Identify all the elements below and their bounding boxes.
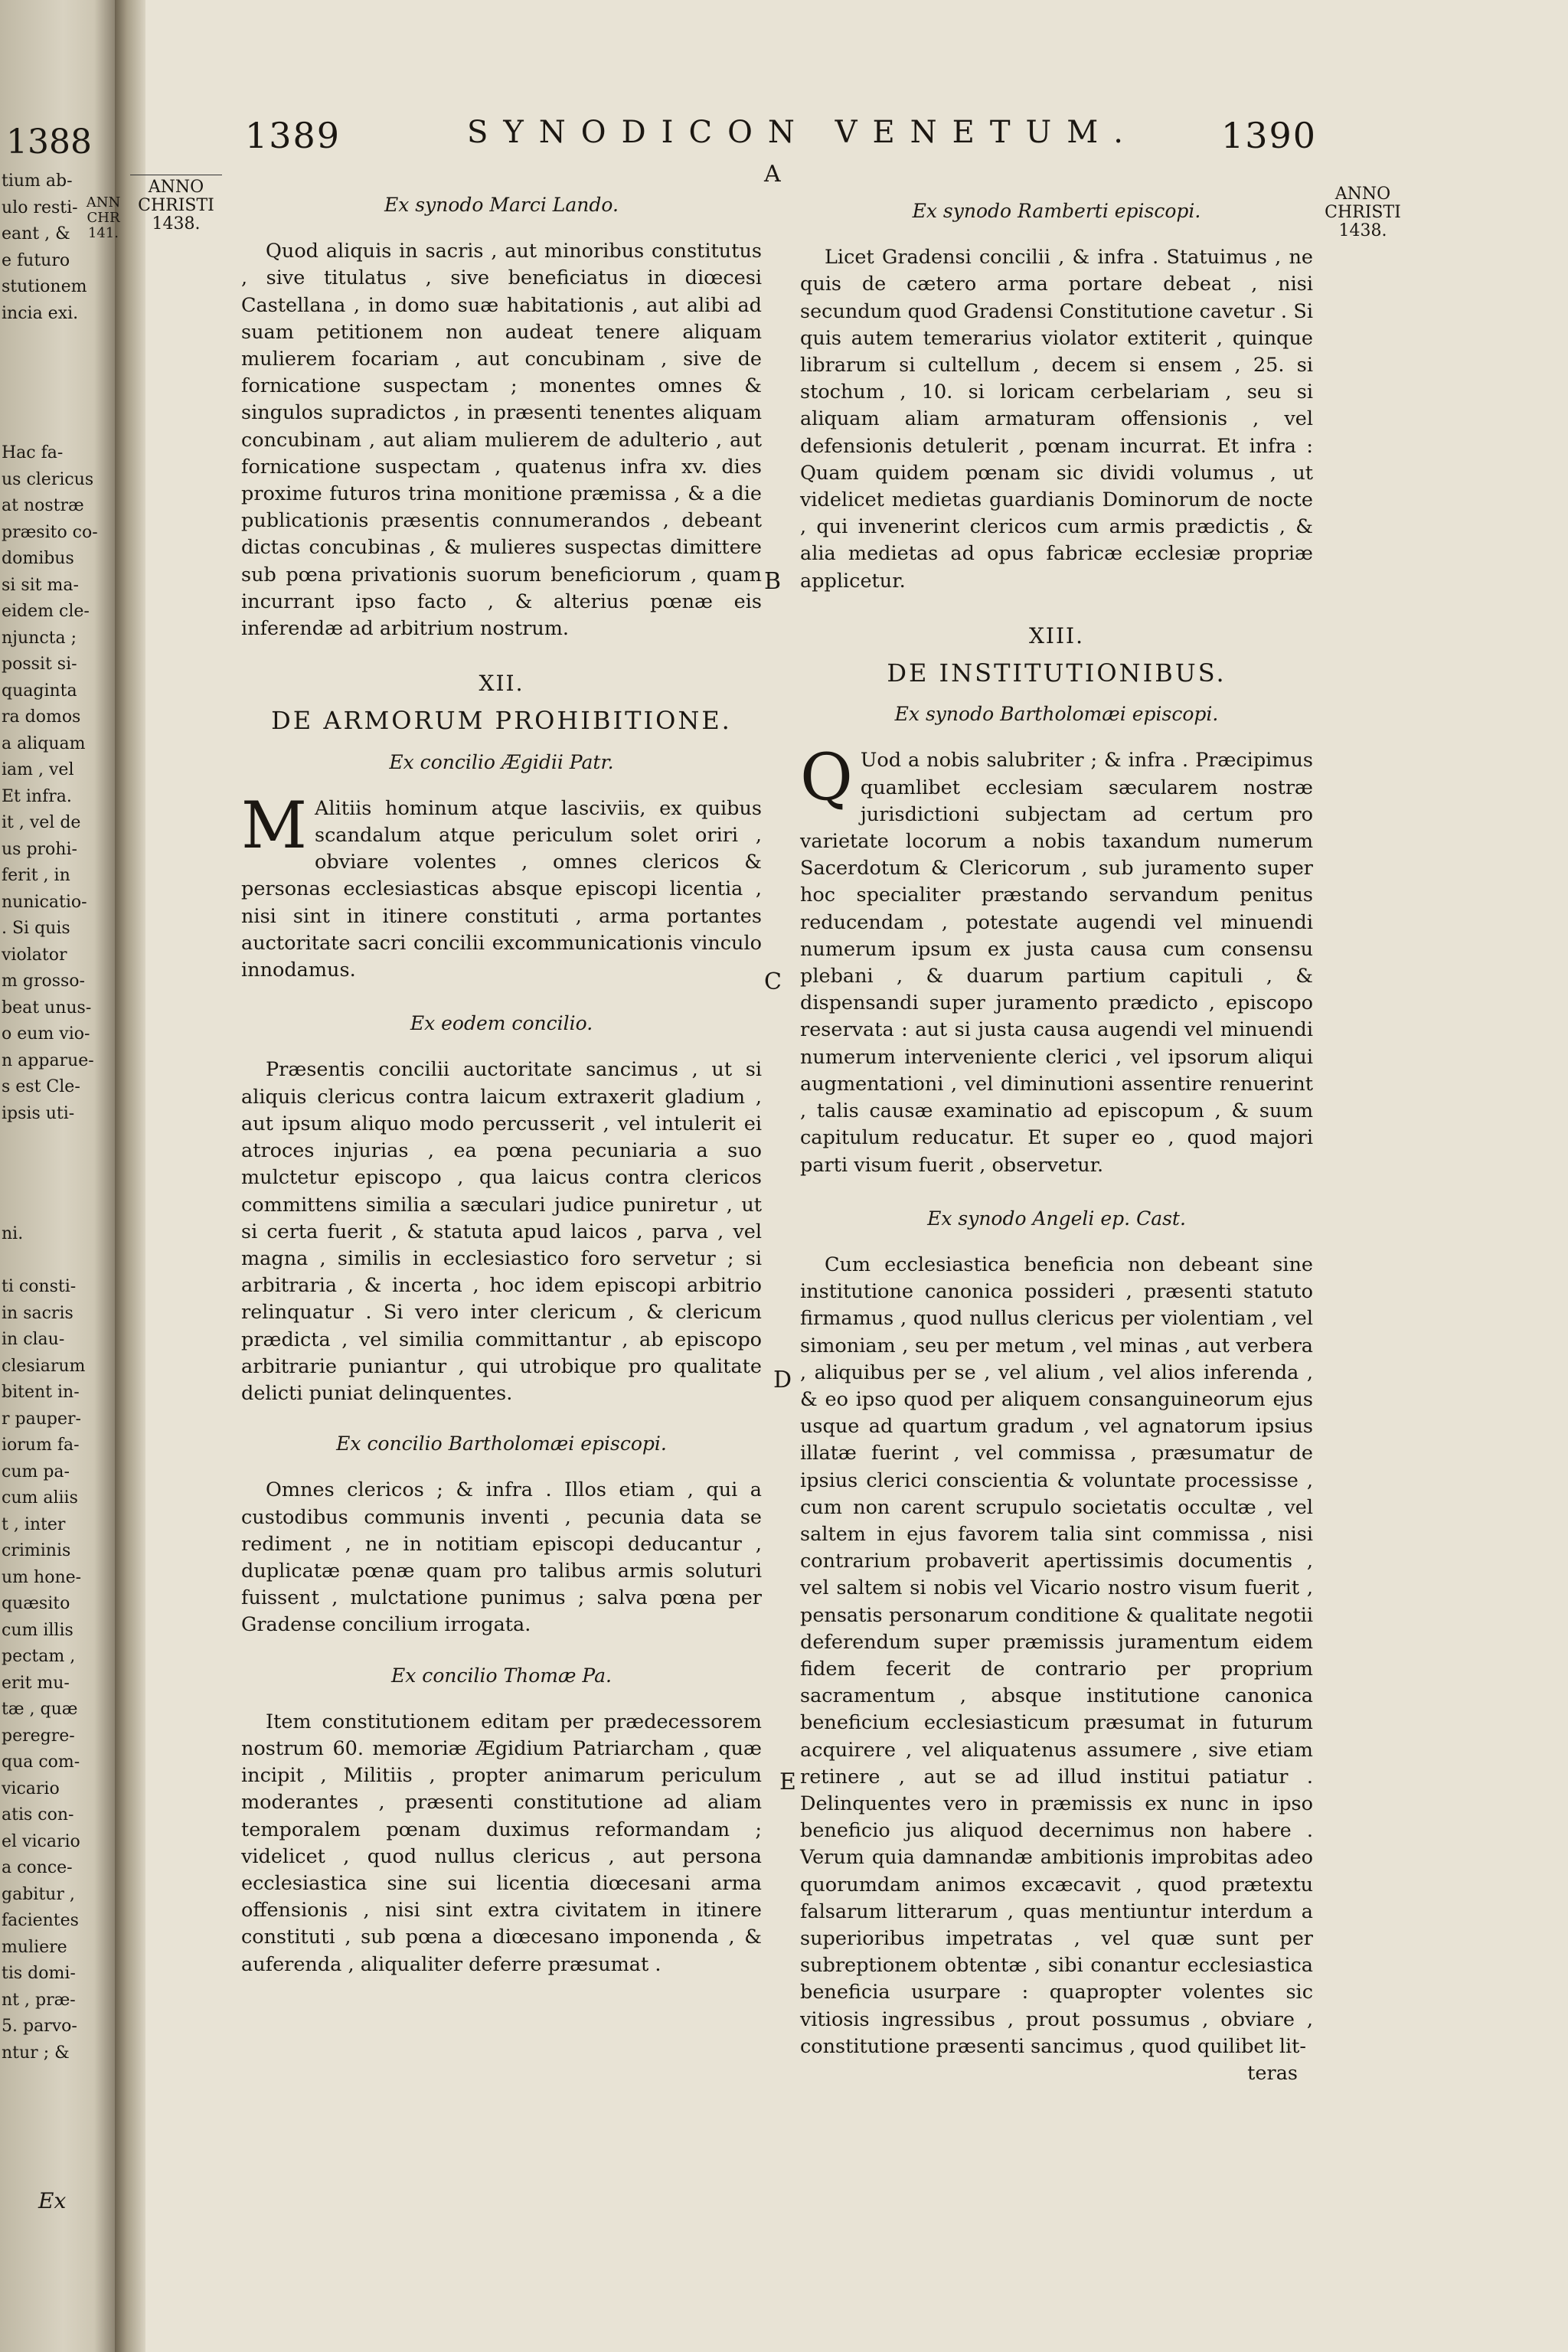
source-heading: Ex concilio Bartholomæi episcopi. [336,1432,667,1455]
book-gutter [115,0,145,2352]
source-heading: Ex synodo Ramberti episcopi. [912,200,1201,222]
paragraph: Licet Gradensi concilii , & infra . Statuimus , ne quis de cætero arma portare debeat , nisi secundum quod Gradensi Constitutione cavetur . Si quis autem temerarius violator extiterit , quinque librarum si cultellum , decem si ensem , 25. si stochum , 10. si loricam cerbelariam , seu si aliquam aliam armaturam offensionis , vel defensionis detulerit , pœnam incurrat. Et infra : Quam quidem pœnam sic dividi volumus , ut videlicet medietas guardianis Dominorum de nocte , qui invenerint clericos cum armis prædictis , & alia medietas ad opus fabricæ ecclesiæ propriæ applicetur. [800,246,1313,593]
section-marker-e: E [779,1769,796,1795]
page-number-left: 1389 [245,115,341,156]
right-column [800,190,1313,2087]
drop-cap: M [241,787,308,863]
source-heading: Ex synodo Bartholomæi episcopi. [894,703,1219,726]
source-heading: Ex synodo Angeli ep. Cast. [927,1207,1186,1230]
running-title: SYNODICON VENETUM. [467,115,1138,150]
drop-cap: Q [800,740,853,815]
section-marker-a: A [764,161,781,188]
source-heading: Ex synodo Marci Lando. [384,194,619,216]
paragraph: Præsentis concilii auctoritate sancimus , ut si aliquis clericus contra laicum extraxerit gladium , aut ipsum aliquo modo percusserit , vel intulerit ei atroces injurias , ea pœna pecuniaria a suo mulctetur episcopo , qua laicus contra clericos committens similia a sæculari judice puniretur , ut si certa fuerit , & statuta apud laicos , parva , vel magna , similis in ecclesiastico foro servetur ; si arbitraria , & incerta , hoc idem episcopi arbitrio relinquatur . Si vero inter clericum , & clericum prædicta , vel similia committantur , ab episcopo arbitrarie puniantur , qui utrobique pro qualitate delicti puniat delinquentes. [241,1058,762,1405]
chapter-number: XII. [479,671,524,697]
margin-note-prev: ANN CHR 141. [86,194,121,241]
previous-page-number: 1388 [6,122,92,162]
section-marker-c: C [764,969,782,995]
margin-note-anno-left: ANNO CHRISTI 1438. [130,175,222,234]
paragraph: Cum ecclesiastica beneficia non debeant sine institutione canonica possideri , præsenti statuto firmamus , quod nullus clericus per violentiam , vel simoniam , seu per metum , vel minas , aut verbera , aliquibus per se , vel alium , vel alios inferenda , & eo ipso quod per aliquem consanguineorum ejus usque ad quartum gradum , vel agnatorum ipsius illatæ fuerint , vel commissa , præsumatur de ipsius clerici conscientia & voluntate processisse , cum non carent scrupulo societatis occultæ , vel saltem in ejus favorem talia sint commissa , nisi contrarium probaverit apertissimis documentis , vel saltem si nobis vel Vicario nostro visum fuerit , pensatis personarum conditione & qualitate negotii deferendum super præmissis juramentum eidem fidem fecerit de contrario per proprium sacramentum , absque institutione canonica beneficium ecclesiasticum præsumat in futurum acquirere , vel aliquatenus assumere , sive etiam retinere , aut se ad illud institui patiatur . Delinquentes vero in præmissis ex nunc in ipso beneficio jus aliquod decernimus non habere . Verum quia damnandæ ambitionis improbitas adeo quorumdam animos excæcavit , quod prætextu falsarum litterarum , quas mentiuntur interdum a superioribus impetratas , vel quæ sunt per subreptionem obtentæ , sibi conantur ecclesiastica beneficia usurpare : quapropter volentes sic vitiosis ingressibus , prout possumus , obviare , constitutione præsenti sancimus , quod quilibet lit- [800,1253,1313,2058]
chapter-title: DE INSTITUTIONIBUS. [887,658,1227,688]
chapter-title: DE ARMORUM PROHIBITIONE. [271,706,732,736]
paragraph: Quod aliquis in sacris , aut minoribus constitutus , sive titulatus , sive beneficiatus in diœcesi Castellana , in domo suæ habitationis , aut alibi ad suam petitionem non audeat tenere aliquam mulierem focariam , aut concubinam , sive de fornicatione suspectam ; monentes omnes & singulos supradictos , in præsenti tenentes aliquam concubinam , aut aliam mulierem de adulterio , aut fornicatione suspectam , quatenus infra xv. dies proxime futuros trina monitione præmissa , & a die publicationis præsentis connumerandos , debeant dictas concubinas , & mulieres suspectas dimittere sub pœna privationis suorum beneficiorum , quam incurrant ipso facto , & alterius pœnæ eis inferendæ ad arbitrium nostrum. [241,240,762,641]
source-heading: Ex eodem concilio. [410,1012,593,1035]
previous-page-lines-mid: Hac fa- us clericus at nostræ præsito co- domibus si sit ma- eidem cle- njuncta ; possit si- quaginta ra domos a aliquam iam , vel Et infra. it , vel de us prohi- ferit , in nunicatio- . Si quis violator m grosso- beat unus- o eum vio- n apparue- s est Cle- ipsis uti- [2,443,98,1123]
source-heading: Ex concilio Ægidii Patr. [389,750,614,773]
paragraph: Item constitutionem editam per prædecessorem nostrum 60. memoriæ Ægidium Patriarcham , quæ incipit , Militiis , propter animarum periculum moderantes , præsenti constitutione ad aliam temporalem pœnam duximus reformandam ; videlicet , quod nullus clericus , aut persona ecclesiastica sine sui licentia diœcesani arma offensionis , nisi sint extra civitatem in itinere constituti , sub pœna a diœcesano imponenda , & auferenda , aliqualiter deferre præsumat . [241,1710,762,1976]
section-marker-d: D [773,1367,792,1393]
source-heading: Ex concilio Thomæ Pa. [391,1664,612,1687]
paragraph: M Alitiis hominum atque lasciviis, ex quibus scandalum atque periculum solet oriri , obviare volentes , omnes clericos & personas ecclesiasticas absque episcopi licentia , nisi sint in itinere constituti , arma portantes auctoritate sacri concilii excommunicationis vinculo innodamus. [241,787,762,982]
previous-page-edge [0,0,115,2352]
section-marker-b: B [764,568,782,595]
paragraph: Q Uod a nobis salubriter ; & infra . Præcipimus quamlibet ecclesiam sæcularem nostræ jurisdictioni subjectam ad certum pro varietate locorum a nobis taxandum numerum Sacerdotum & Clericorum , sub juramento super hoc specialiter præstando servandum penitus reducendam , potestate augendi vel minuendi numerum ipsum ex justa causa cum consensu plebani , & duarum partium capituli , & dispensandi super juramento prædicto , episcopo reservata : aut si justa causa augendi vel minuendi numerum interveniente clerici , vel ipsorum aliqui augmentationi , vel diminutioni assentire renuerint , talis causæ examinatio ad episcopum , & suum capitulum reducatur. Et super eo , quod majori parti visum fuerit , observetur. [800,740,1313,1177]
previous-page-lines-low: ni. ti consti- in sacris in clau- clesiarum bitent in- r pauper- iorum fa- cum pa- cum aliis t , inter criminis um hone- quæsito cum illis pectam , erit mu- tæ , quæ peregre- qua com- vicario atis con- el vicario a conce- gabitur , facientes muliere tis domi- nt , præ- 5. parvo- ntur ; & [2,1224,86,2063]
margin-note-anno-right: ANNO CHRISTI 1438. [1325,185,1401,240]
chapter-number: XIII. [1028,622,1084,648]
previous-page-lines-top: tium ab- ulo resti- eant , & e futuro stutionem incia exi. [2,172,87,323]
left-column [241,184,762,1978]
catchword: teras [1247,2062,1298,2085]
previous-page-catchword: Ex [38,2188,67,2213]
paragraph: Omnes clericos ; & infra . Illos etiam , qui a custodibus communis inventi , pecunia data se rediment , ne in notitiam episcopi deducantur , duplicatæ pœnæ quam pro talibus armis soluturi fuissent , mulctatione punimus ; salva pœna per Gradense concilium irrogata. [241,1478,762,1637]
page-number-right: 1390 [1221,115,1318,156]
